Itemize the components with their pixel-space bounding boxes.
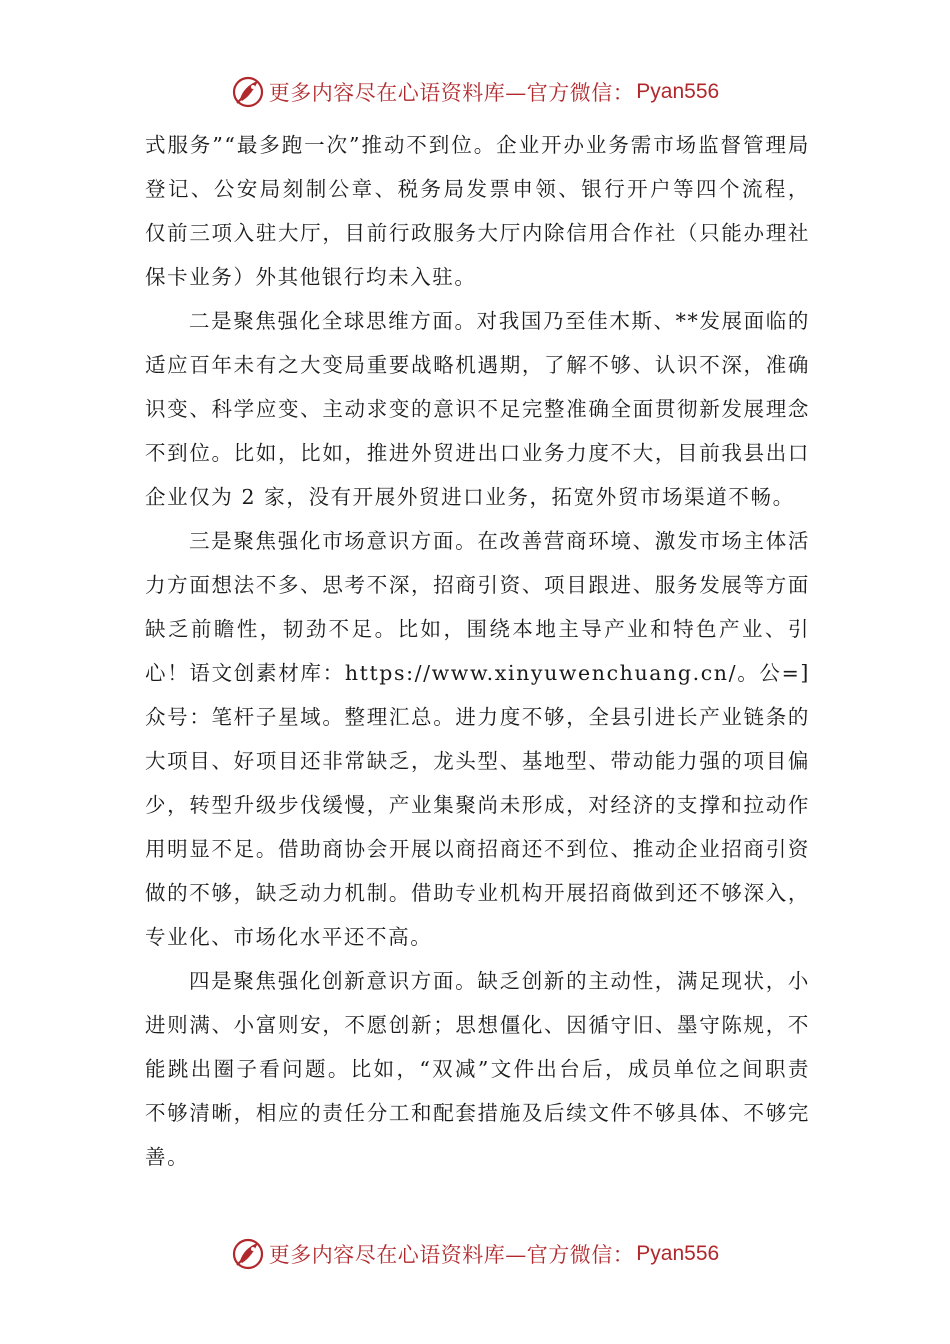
paragraph-3: 三是聚焦强化市场意识方面。在改善营商环境、激发市场主体活力方面想法不多、思考不深，招商引资、项目跟进、服务发展等方面缺乏前瞻性，韧劲不足。比如，围绕本地主导产业和特色产业、引心！语文创素材库：https://www.xinyuwenchuang.cn/。公=]众号：笔杆子星域。整理汇总。进力度不够，全县引进长产业链条的大项目、好项目还非常缺乏，龙头型、基地型、带动能力强的项目偏少，转型升级步伐缓慢，产业集聚尚未形成，对经济的支撑和拉动作用明显不足。借助商协会开展以商招商还不到位、推动企业招商引资做的不够，缺乏动力机制。借助专业机构开展招商做到还不够深入，专业化、市场化水平还不高。	[145, 529, 810, 949]
document-body	[145, 123, 810, 1179]
banner-text: 更多内容尽在心语资料库—官方微信：	[268, 81, 635, 105]
paragraph-4: 四是聚焦强化创新意识方面。缺乏创新的主动性，满足现状，小进则满、小富则安，不愿创新；思想僵化、因循守旧、墨守陈规，不能跳出圈子看问题。比如，“双减”文件出台后，成员单位之间职责不够清晰，相应的责任分工和配套措施及后续文件不够具体、不够完善。	[145, 969, 810, 1169]
paragraph-2: 二是聚焦强化全球思维方面。对我国乃至佳木斯、**发展面临的适应百年未有之大变局重要战略机遇期，了解不够、认识不深，准确识变、科学应变、主动求变的意识不足完整准确全面贯彻新发展理念不到位。比如，比如，推进外贸进出口业务力度不大，目前我县出口企业仅为 2 家，没有开展外贸进口业务，拓宽外贸市场渠道不畅。	[145, 309, 810, 509]
header-banner	[0, 70, 950, 114]
paragraph-1: 式服务”“最多跑一次”推动不到位。企业开办业务需市场监督管理局登记、公安局刻制公章、税务局发票申领、银行开户等四个流程， 仅前三项入驻大厅，目前行政服务大厅内除信用合作社（只能办理社保卡业务）外其他银行均未入驻。	[145, 133, 810, 289]
logo-icon	[231, 1237, 265, 1271]
footer-banner	[0, 1232, 950, 1276]
banner-wechat-id: Pyan556	[636, 80, 720, 103]
banner-text: 更多内容尽在心语资料库—官方微信：	[268, 1243, 635, 1267]
logo-icon	[231, 75, 265, 109]
banner-wechat-id: Pyan556	[636, 1242, 720, 1265]
